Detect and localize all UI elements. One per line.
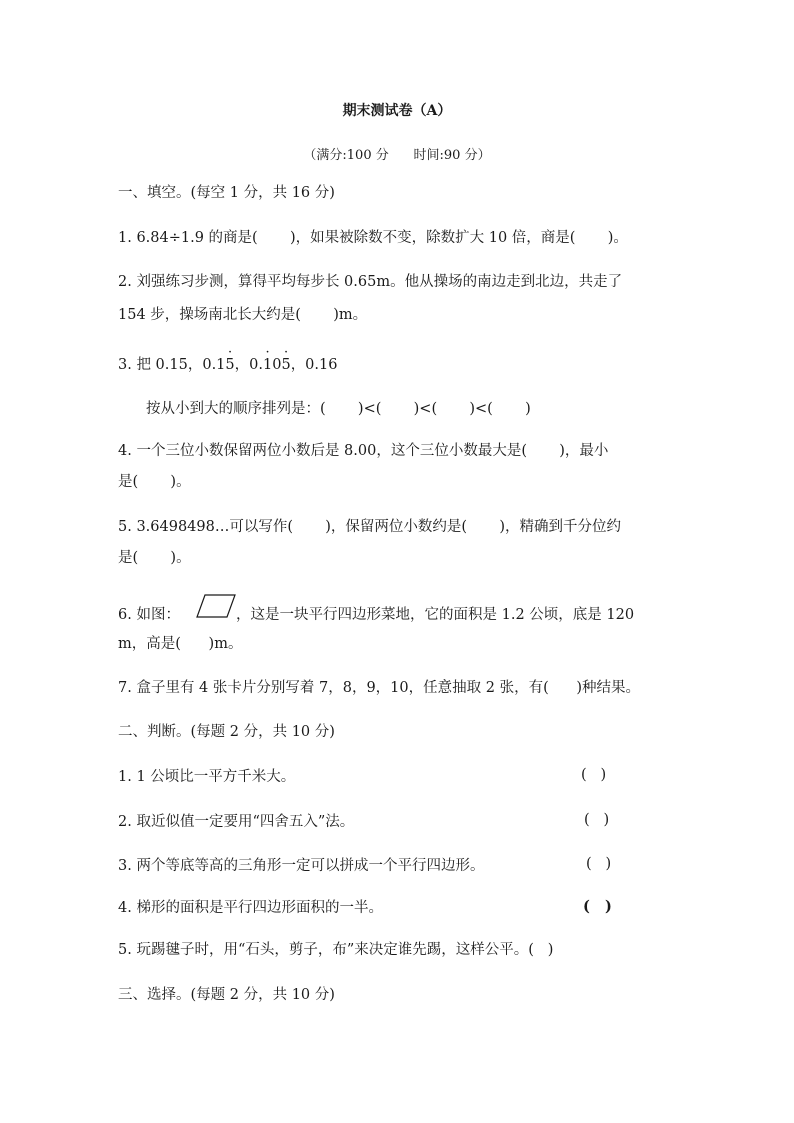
judge-item-2: 2. 取近似值一定要用“四舍五入”法。 <box>118 814 355 830</box>
question-3-line2: 按从小到大的顺序排列是：( )<( )<( )<( ) <box>146 401 531 417</box>
repeating-digit-start: · 1 <box>263 355 272 375</box>
q3-mid2: 0 <box>272 357 282 373</box>
question-6-line1: ，这是一块平行四边形菜地，它的面积是 1.2 公顷，底是 120 <box>236 607 635 623</box>
answer-blank-3[interactable]: ( ) <box>586 856 612 872</box>
question-1: 1. 6.84÷1.9 的商是( )，如果被除数不变，除数扩大 10 倍，商是( )。 <box>118 230 628 246</box>
question-5-line1: 5. 3.6498498…可以写作( )，保留两位小数约是( )，精确到千分位约 <box>118 519 622 535</box>
q3-prefix: 3. 把 0.15，0.1 <box>118 357 226 373</box>
q3-mid: ，0. <box>234 357 263 373</box>
repeating-digit-end: · 5 <box>281 355 290 375</box>
judge-item-1: 1. 1 公顷比一平方千米大。 <box>118 769 296 785</box>
question-2-line1: 2. 刘强练习步测，算得平均每步长 0.65m。他从操场的南边走到北边，共走了 <box>118 274 623 290</box>
answer-blank-2[interactable]: ( ) <box>584 812 610 828</box>
answer-blank-4[interactable]: ( ) <box>583 898 612 915</box>
repeating-digit: · 5 <box>225 355 234 375</box>
page-subtitle: （满分:100 分 时间:90 分） <box>303 148 491 163</box>
section2-heading: 二、判断。(每题 2 分，共 10 分) <box>118 724 335 740</box>
judge-item-3: 3. 两个等底等高的三角形一定可以拼成一个平行四边形。 <box>118 858 485 874</box>
question-4-line2: 是( )。 <box>118 474 191 490</box>
question-7: 7. 盒子里有 4 张卡片分别写着 7，8，9，10，任意抽取 2 张，有( )种结果。 <box>118 680 641 696</box>
answer-blank-1[interactable]: ( ) <box>581 767 607 783</box>
judge-item-5: 5. 玩踢毽子时，用“石头，剪子，布”来决定谁先踢，这样公平。( ) <box>118 942 554 958</box>
question-5-line2: 是( )。 <box>118 550 191 566</box>
section3-heading: 三、选择。(每题 2 分，共 10 分) <box>118 987 335 1003</box>
q3-suffix: ，0.16 <box>290 357 338 373</box>
question-6-line2: m，高是( )m。 <box>118 636 243 652</box>
section1-heading: 一、填空。(每空 1 分，共 16 分) <box>118 185 335 201</box>
page-title: 期末测试卷（A） <box>342 103 452 119</box>
question-3-line1 <box>118 355 337 375</box>
question-6-prefix: 6. 如图： <box>118 607 180 623</box>
parallelogram-figure <box>195 593 237 619</box>
judge-item-4: 4. 梯形的面积是平行四边形面积的一半。 <box>118 900 383 916</box>
question-2-line2: 154 步，操场南北长大约是( )m。 <box>118 307 368 323</box>
question-4-line1: 4. 一个三位小数保留两位小数后是 8.00，这个三位小数最大是( )，最小 <box>118 443 609 459</box>
